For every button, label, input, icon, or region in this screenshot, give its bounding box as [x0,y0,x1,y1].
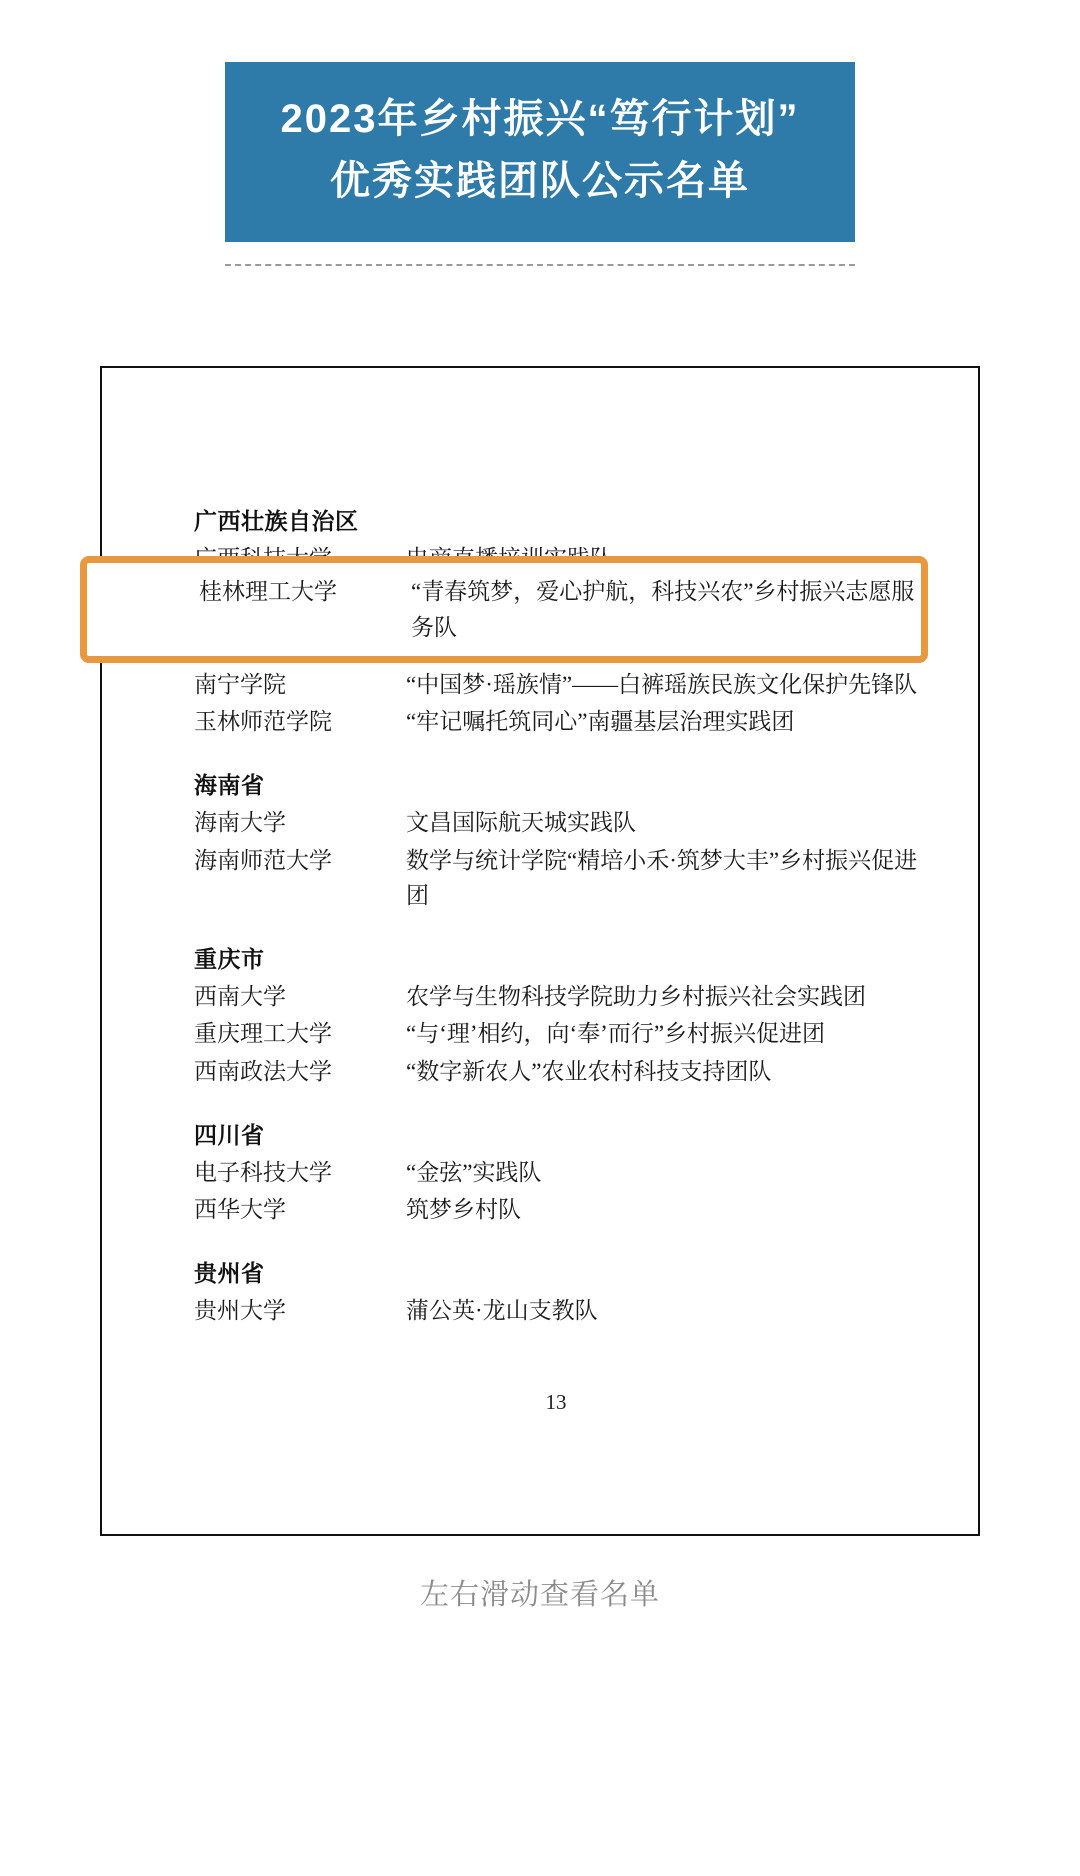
school-name: 西南政法大学 [194,1059,332,1085]
header-section [0,0,1080,266]
table-row [194,1292,918,1330]
school-name: 西南大学 [194,983,286,1009]
table-row [194,804,918,842]
region-heading: 四川省 [194,1121,265,1148]
table-row [194,666,918,704]
team-name: 农学与生物科技学院助力乡村振兴社会实践团 [406,983,866,1009]
table-row [194,1191,918,1229]
school-name: 电子科技大学 [194,1159,332,1185]
region-heading: 贵州省 [194,1260,265,1287]
region-heading: 广西壮族自治区 [194,508,359,534]
team-name: 筑梦乡村队 [406,1197,521,1223]
school-name: 玉林师范学院 [194,709,332,735]
region-group [194,767,918,915]
team-name: “牢记嘱托筑同心”南疆基层治理实践团 [406,709,795,735]
table-row [194,978,918,1016]
team-name: “金弦”实践队 [406,1159,542,1185]
document-content [102,368,978,1455]
table-row-highlighted [87,573,921,646]
team-name: 文昌国际航天城实践队 [406,809,636,835]
region-group [194,941,918,1091]
team-name: 蒲公英·龙山支教队 [406,1298,598,1324]
school-name: 南宁学院 [194,671,286,697]
region-heading: 重庆市 [194,945,265,972]
team-name: 数学与统计学院“精培小禾·筑梦大丰”乡村振兴促进团 [406,847,918,909]
school-name: 海南大学 [194,809,286,835]
school-name: 西华大学 [194,1197,286,1223]
page-title-line-2: 优秀实践团队公示名单 [330,159,750,203]
table-row [194,1015,918,1053]
school-name: 贵州大学 [194,1298,286,1324]
region-group [194,1255,918,1330]
team-name: “中国梦·瑶族情”——白裤瑶族民族文化保护先锋队 [406,671,918,697]
table-row [194,842,918,915]
table-row [194,1154,918,1192]
school-name: 海南师范大学 [194,847,332,873]
title-banner [225,62,855,242]
page-number: 13 [545,1389,567,1414]
region-heading: 海南省 [194,771,265,798]
table-row [194,703,918,741]
school-name: 重庆理工大学 [194,1021,332,1047]
swipe-hint: 左右滑动查看名单 [419,1579,660,1611]
highlight-annotation [80,556,928,663]
school-name: 桂林理工大学 [199,579,337,604]
team-name: “青春筑梦，爱心护航，科技兴农”乡村振兴志愿服务队 [411,579,915,640]
page-title-line-1: 2023年乡村振兴“笃行计划” [280,97,800,141]
team-name: “与‘理’相约，向‘奉’而行”乡村振兴促进团 [406,1021,826,1047]
table-row [194,1053,918,1091]
dashed-divider [225,264,855,266]
document-page[interactable] [100,366,980,1536]
team-name: “数字新农人”农业农村科技支持团队 [406,1059,772,1085]
region-group [194,1117,918,1229]
